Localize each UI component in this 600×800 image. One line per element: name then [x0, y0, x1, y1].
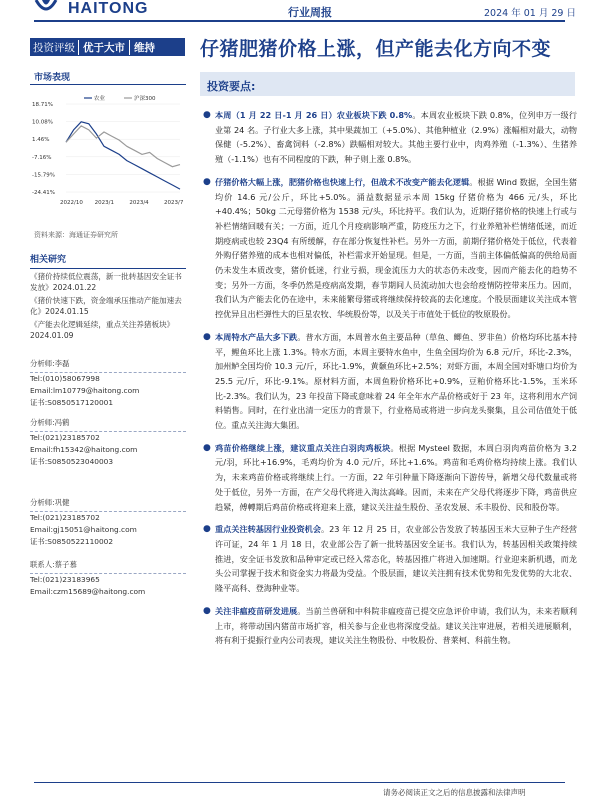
- report-type: 行业周报: [288, 6, 332, 19]
- related-divider: [30, 268, 186, 269]
- market-chart: [30, 92, 188, 222]
- focus-points: [203, 108, 577, 656]
- point-body: 。本周农业板块下跌 0.8%，位列申万一级行业第 24 名。子行业大多上涨，其中果蔬加工（+5.0%）、其他种植业（2.9%）涨幅相对最大，动物保健（-5.2%）、畜禽饲料（-2.8%）跌幅相对较大。其他主要行业中，肉鸡养殖（-1.3%）、生猪养殖（-1.1%）也有不同程度的下跌，种子则上涨 0.8%。: [215, 110, 577, 165]
- market-divider: [30, 84, 186, 85]
- focus-point: [203, 604, 577, 648]
- related-item[interactable]: 《猪价持续低位震荡，新一批转基因安全证书发放》2024.01.22: [30, 272, 182, 292]
- chart-source: 资料来源：海通证券研究所: [34, 231, 118, 239]
- y-tick-label: 10.08%: [32, 119, 53, 126]
- analyst-tel: Tel:(021)23185702: [30, 433, 100, 442]
- point-lead: 关注非瘟疫苗研发进展: [215, 605, 298, 616]
- analyst-email[interactable]: Email:fh15342@haitong.com: [30, 445, 138, 454]
- focus-point: [203, 522, 577, 596]
- rating-change: 维持: [134, 41, 155, 54]
- related-item[interactable]: 《产能去化逻辑延续，重点关注养猪板块》2024.01.09: [30, 320, 175, 340]
- related-heading: 相关研究: [30, 255, 67, 265]
- x-tick-label: 2023/4: [129, 200, 149, 206]
- x-tick-label: 2023/1: [94, 200, 115, 206]
- analyst-card: [30, 358, 186, 409]
- rating-box: [30, 38, 185, 56]
- focus-heading: 投资要点:: [207, 80, 256, 93]
- point-body: 。普水方面，本周普水鱼主要品种（草鱼、鲫鱼、罗非鱼）价格均环比基本持平，鲤鱼环比上涨 1.3%。特水方面，本周主要特水鱼中，生鱼全国均价为 6.8 元/斤，环比-2.3%，加州鲈全国均价 10.3 元/斤，环比-1.9%，黄颡鱼环比+2.5%；对虾方面，本周全国对虾塘口均价为 25.5 元/斤，环比-9.1%。原材料方面，本周鱼粉价格环比+0.9%，豆粕价格环比-1.5%，玉米环比-2.3%。我们认为，23 年投苗下降或意味着 24 年全年水产品价格或好于 23 年，这将利用水产饲料销售。同时，在行业出清一定压力的背景下，行业格局或将进一步向龙头聚集，且公司估值处于低位。重点关注海大集团。: [215, 331, 577, 431]
- contact-name: 联系人:蔡子慕: [30, 560, 77, 569]
- report-date: 2024 年 01 月 29 日: [484, 8, 576, 19]
- series-line-hs300: [66, 126, 180, 167]
- point-lead: 仔猪价格大幅上涨，肥猪价格也快速上行，但战术不改变产能去化逻辑: [215, 176, 470, 187]
- y-tick-label: 18.71%: [32, 102, 53, 108]
- analyst-cert: 证书:S0850522110002: [30, 537, 114, 546]
- analyst-name: 分析师:巩健: [30, 498, 70, 507]
- analyst-card: [30, 497, 186, 548]
- analyst-name: 分析师:李磊: [30, 359, 70, 368]
- y-tick-label: -24.41%: [32, 190, 55, 196]
- focus-point: [203, 330, 577, 433]
- x-tick-label: 2022/10: [60, 200, 83, 206]
- bullet-icon: ●: [203, 442, 211, 453]
- bullet-icon: ●: [203, 110, 211, 120]
- bullet-icon: ●: [203, 524, 211, 535]
- focus-heading-bar: [200, 72, 575, 96]
- point-body: 。23 年 12 月 25 日，农业部公告发放了转基因玉米大豆种子生产经营许可证，24 年 1 月 18 日，农业部公告了新一批转基因安全证书。我们认为，转基因相关政策持续推进，安全证书发放和品种审定或已经入常态化，转基因推广将进入加速期。行业迎来新机遇，而龙头公司掌握于技术和资金实力将最为受益。个股层面，建议关注拥有技术优势和先发优势的大北农、隆平高科、登海种业等。: [215, 524, 577, 594]
- footer-divider: [34, 782, 565, 783]
- bullet-icon: ●: [203, 605, 211, 616]
- analyst-email[interactable]: Email:lm10779@haitong.com: [30, 386, 140, 395]
- analyst-card: [30, 417, 186, 468]
- analyst-email[interactable]: Email:gj15051@haitong.com: [30, 525, 137, 534]
- header-divider: [34, 20, 565, 22]
- focus-point: [203, 175, 577, 322]
- analyst-cert: 证书:S0850517120001: [30, 398, 114, 407]
- point-body: 。根据 Mysteel 数据，本周白羽肉鸡苗价格为 3.2 元/羽，环比+16.9%，毛鸡均价为 4.0 元/斤，环比+1.6%。鸡苗和毛鸡价格均持续上涨。我们认为，未来鸡苗价格或将继续上行。一方面，22 年引种量下降逐渐向下游传导，新增父母代数量或将处于低位，另外一方面，在产父母代将进入淘汰高峰。因而，未来在产父母代将逐步下降，鸡苗供应趋紧，傅轉期后鸡苗价格或将迎来上涨，建议关注益生股份、圣农发展、禾丰股份、民和股份等。: [215, 442, 577, 512]
- point-body: 。根据 Wind 数据，全国生猪均价 14.6 元/公斤，环比+5.0%。涌益数据显示本周 15kg 仔猪价格为 466 元/头，环比+40.4%；50kg 二元母猪价格为 1538 元/头，环比持平。我们认为，近期仔猪价格的快速上行或与补栏情绪回暖有关；一方面，近几个月疫病影响严重，防疫压力之下，行业养殖补栏情绪低迷，而近期疫病或也较 23Q4 有所缓解，存在部分恢复性补栏。另外一方面，前期仔猪价格处于低位，代表着外购仔猪养殖的成本也相对偏低，补栏需求开始显现。但是，一方面，当前主体偏低偏高的供给局面仍未发生本质改变，猪价低迷，行业亏损，现金流压力大的状态仍未改变，因而产能去化的趋势不变；另外一方面，冬季仍然是疫病高发期，春节期间人员流动加大也会给疫情防控带来压力。因而，我们认为产能去化仍在途中，未来能繁母猪或将继续保持较高的去化速度。个股层面建议关注成本管控优异且出栏弹性大的巨星农牧、华统股份等，以及关于市值处于低位的牧原股份。: [215, 176, 577, 320]
- bullet-icon: ●: [203, 176, 211, 187]
- x-tick-label: 2023/7: [164, 200, 184, 206]
- analyst-name: 分析师:冯鹤: [30, 418, 70, 427]
- focus-point: [203, 441, 577, 515]
- contact-email[interactable]: Email:czm15689@haitong.com: [30, 587, 146, 596]
- analyst-tel: Tel:(010)58067998: [30, 374, 100, 383]
- analyst-tel: Tel:(021)23185702: [30, 513, 100, 522]
- contact-tel: Tel:(021)23183965: [30, 575, 100, 584]
- point-lead: 鸡苗价格继续上涨，建议重点关注白羽肉鸡板块: [215, 442, 391, 453]
- y-tick-label: -15.79%: [32, 172, 55, 179]
- point-lead: 重点关注转基因行业投资机会: [215, 524, 321, 535]
- series-line-agriculture: [66, 122, 180, 189]
- y-tick-label: -7.16%: [32, 154, 52, 161]
- report-title: 仔猪肥猪价格上涨，但产能去化方向不变: [200, 38, 552, 60]
- legend-label: 沪深300: [134, 96, 156, 102]
- brand-name: HAITONG: [68, 0, 149, 17]
- market-heading: 市场表现: [34, 73, 71, 83]
- point-body: 。当前兰兽研和中科院非瘟疫苗已提交应急评价申请，我们认为，未来若顺利上市，将带动国内猪苗市场扩容，相关参与企业也将深度受益。建议关注审进展，若相关进展顺利，将有利于提振行业内公司表现，建议关注生物股份、中牧股份、普莱柯、科前生物。: [215, 605, 577, 646]
- disclaimer-footer[interactable]: 请务必阅读正文之后的信息披露和法律声明: [383, 788, 526, 797]
- related-research: [30, 252, 186, 341]
- contact-card: [30, 559, 186, 598]
- point-lead: 本周（1 月 22 日-1 月 26 日）农业板块下跌 0.8%: [215, 110, 413, 120]
- bullet-icon: ●: [203, 331, 211, 342]
- y-tick-label: 1.46%: [32, 137, 50, 144]
- legend-label: 农业: [94, 96, 106, 102]
- rating-label: 投资评级: [30, 40, 79, 55]
- related-item[interactable]: 《猪价快速下跌，资金端承压推动产能加速去化》2024.01.15: [30, 296, 182, 316]
- focus-point: [203, 108, 577, 167]
- analyst-cert: 证书:S0850523040003: [30, 457, 114, 466]
- rating-value: 优于大市: [79, 40, 130, 55]
- point-lead: 本周特水产品大多下跌: [215, 331, 298, 342]
